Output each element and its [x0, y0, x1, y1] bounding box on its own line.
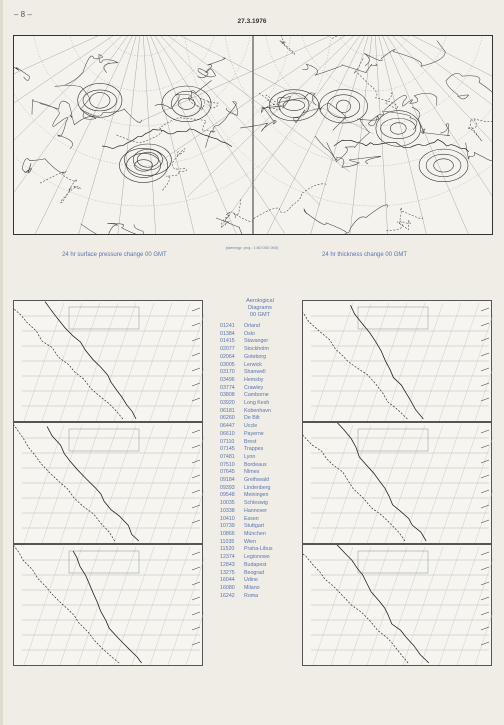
station-id: 03170 — [220, 369, 235, 376]
title-line-1: Aerological — [246, 298, 274, 304]
station-name: Beograd — [244, 569, 265, 576]
station-row — [220, 500, 300, 508]
station-list — [220, 298, 300, 600]
aerological-diagram — [302, 544, 492, 666]
station-row — [220, 415, 300, 423]
projection-note: (stereogr. proj.: 1:60 000 000) — [225, 245, 279, 250]
station-row — [220, 400, 300, 408]
station-id: 06260 — [220, 415, 235, 422]
station-name: Stuttgart — [244, 523, 265, 530]
station-name: Budapest — [244, 561, 267, 568]
station-id: 02077 — [220, 346, 235, 353]
station-id: 10410 — [220, 515, 235, 522]
aerological-diagram — [13, 300, 203, 422]
station-row — [220, 446, 300, 454]
station-row — [220, 338, 300, 346]
title-line-2: Diagrams — [248, 305, 272, 311]
station-name: München — [244, 530, 266, 537]
station-row — [220, 408, 300, 416]
station-name: Stavanger — [244, 338, 269, 345]
station-id: 06447 — [220, 423, 235, 430]
title-line-3: 00 GMT — [249, 312, 271, 318]
station-row — [220, 423, 300, 431]
station-name: Oslo — [244, 330, 255, 337]
station-name: Kobenhavn — [244, 407, 271, 414]
aerological-diagram — [302, 422, 492, 544]
station-name: Lindenberg — [244, 484, 271, 491]
weather-maps-panel — [13, 35, 493, 235]
aerological-diagrams-right — [302, 300, 492, 667]
station-row — [220, 377, 300, 385]
station-name: Payerne — [244, 430, 264, 437]
station-row — [220, 546, 300, 554]
station-row — [220, 331, 300, 339]
station-name: Camborne — [244, 392, 269, 399]
station-id: 03774 — [220, 384, 235, 391]
right-map-caption: 24 hr thickness change 00 GMT — [322, 252, 408, 258]
station-row — [220, 539, 300, 547]
station-id: 10739 — [220, 523, 235, 530]
station-id: 01384 — [220, 330, 235, 337]
station-id: 13275 — [220, 569, 235, 576]
station-row — [220, 439, 300, 447]
station-row — [220, 523, 300, 531]
station-id: 06181 — [220, 407, 235, 414]
station-name: Wien — [244, 538, 257, 545]
station-row — [220, 593, 300, 601]
station-row — [220, 508, 300, 516]
station-row — [220, 477, 300, 485]
station-name: Legionowo — [244, 554, 270, 561]
aerological-diagram — [13, 422, 203, 544]
station-list-title — [220, 298, 300, 319]
station-row — [220, 431, 300, 439]
station-id: 11035 — [220, 538, 235, 545]
station-id: 02064 — [220, 353, 235, 360]
station-id: 07110 — [220, 438, 235, 445]
page-number: – 8 – — [14, 10, 32, 19]
aerological-diagrams-left — [13, 300, 203, 667]
surface-pressure-change-map — [14, 36, 374, 234]
station-row — [220, 570, 300, 578]
station-row — [220, 585, 300, 593]
station-name: Orland — [244, 323, 260, 329]
station-name: Long Kesh — [244, 400, 270, 407]
station-name: Crawley — [244, 384, 264, 391]
station-row — [220, 562, 300, 570]
station-row — [220, 516, 300, 524]
station-row — [220, 554, 300, 562]
station-name: De Bilt — [244, 415, 260, 422]
station-name: Udine — [244, 577, 258, 584]
station-row — [220, 323, 300, 331]
station-id: 09393 — [220, 484, 235, 491]
station-name: Shanwell — [244, 369, 266, 376]
page-fold-edge — [0, 0, 3, 725]
station-id: 12843 — [220, 561, 235, 568]
station-id: 01241 — [220, 323, 235, 329]
station-name: Lerwick — [244, 361, 262, 368]
station-id: 03920 — [220, 400, 235, 407]
page-date: 27.3.1976 — [237, 18, 267, 25]
station-name: Lyon — [244, 453, 256, 460]
weather-maps-figure — [14, 36, 492, 234]
station-name: Bordeaux — [244, 461, 267, 468]
aerological-diagram — [302, 300, 492, 422]
station-id: 01415 — [220, 338, 235, 345]
station-id: 03496 — [220, 376, 235, 383]
station-row — [220, 462, 300, 470]
station-name: Brest — [244, 438, 257, 445]
station-row — [220, 369, 300, 377]
station-id: 16044 — [220, 577, 235, 584]
station-name: Milano — [244, 584, 260, 591]
thickness-change-map — [137, 36, 492, 234]
station-id: 03808 — [220, 392, 235, 399]
station-id: 06610 — [220, 430, 235, 437]
station-row — [220, 392, 300, 400]
station-row — [220, 346, 300, 354]
station-row — [220, 531, 300, 539]
station-id: 11520 — [220, 546, 235, 553]
station-row — [220, 385, 300, 393]
station-id: 07510 — [220, 461, 235, 468]
station-name: Uccle — [244, 423, 258, 430]
station-name: Roma — [244, 592, 259, 599]
station-row — [220, 469, 300, 477]
station-name: Praha-Libus — [244, 546, 273, 553]
station-name: Trappes — [244, 446, 264, 453]
station-id: 12374 — [220, 554, 235, 561]
station-id: 03005 — [220, 361, 235, 368]
station-row — [220, 354, 300, 362]
station-name: Essen — [244, 515, 259, 522]
left-map-caption: 24 hr surface pressure change 00 GMT — [62, 252, 167, 258]
station-row — [220, 362, 300, 370]
station-id: 07645 — [220, 469, 235, 476]
station-row — [220, 485, 300, 493]
station-name: Hannover — [244, 507, 267, 514]
station-name: Meiningen — [244, 492, 269, 499]
station-id: 07145 — [220, 446, 235, 453]
station-name: Nîmes — [244, 469, 260, 476]
station-row — [220, 492, 300, 500]
station-id: 10338 — [220, 507, 235, 514]
station-name: Goteborg — [244, 353, 267, 360]
aerological-diagram — [13, 544, 203, 666]
station-row — [220, 454, 300, 462]
station-id: 16080 — [220, 584, 235, 591]
station-id: 09548 — [220, 492, 235, 499]
station-id: 07481 — [220, 453, 235, 460]
station-name: Schleswig — [244, 500, 268, 507]
station-id: 09184 — [220, 477, 235, 484]
station-id: 10035 — [220, 500, 235, 507]
station-id: 16242 — [220, 592, 235, 599]
station-name: Greifswald — [244, 477, 270, 484]
station-name: Hemsby — [244, 376, 264, 383]
station-id: 10866 — [220, 530, 235, 537]
station-name: Stockholm — [244, 346, 269, 353]
station-row — [220, 577, 300, 585]
